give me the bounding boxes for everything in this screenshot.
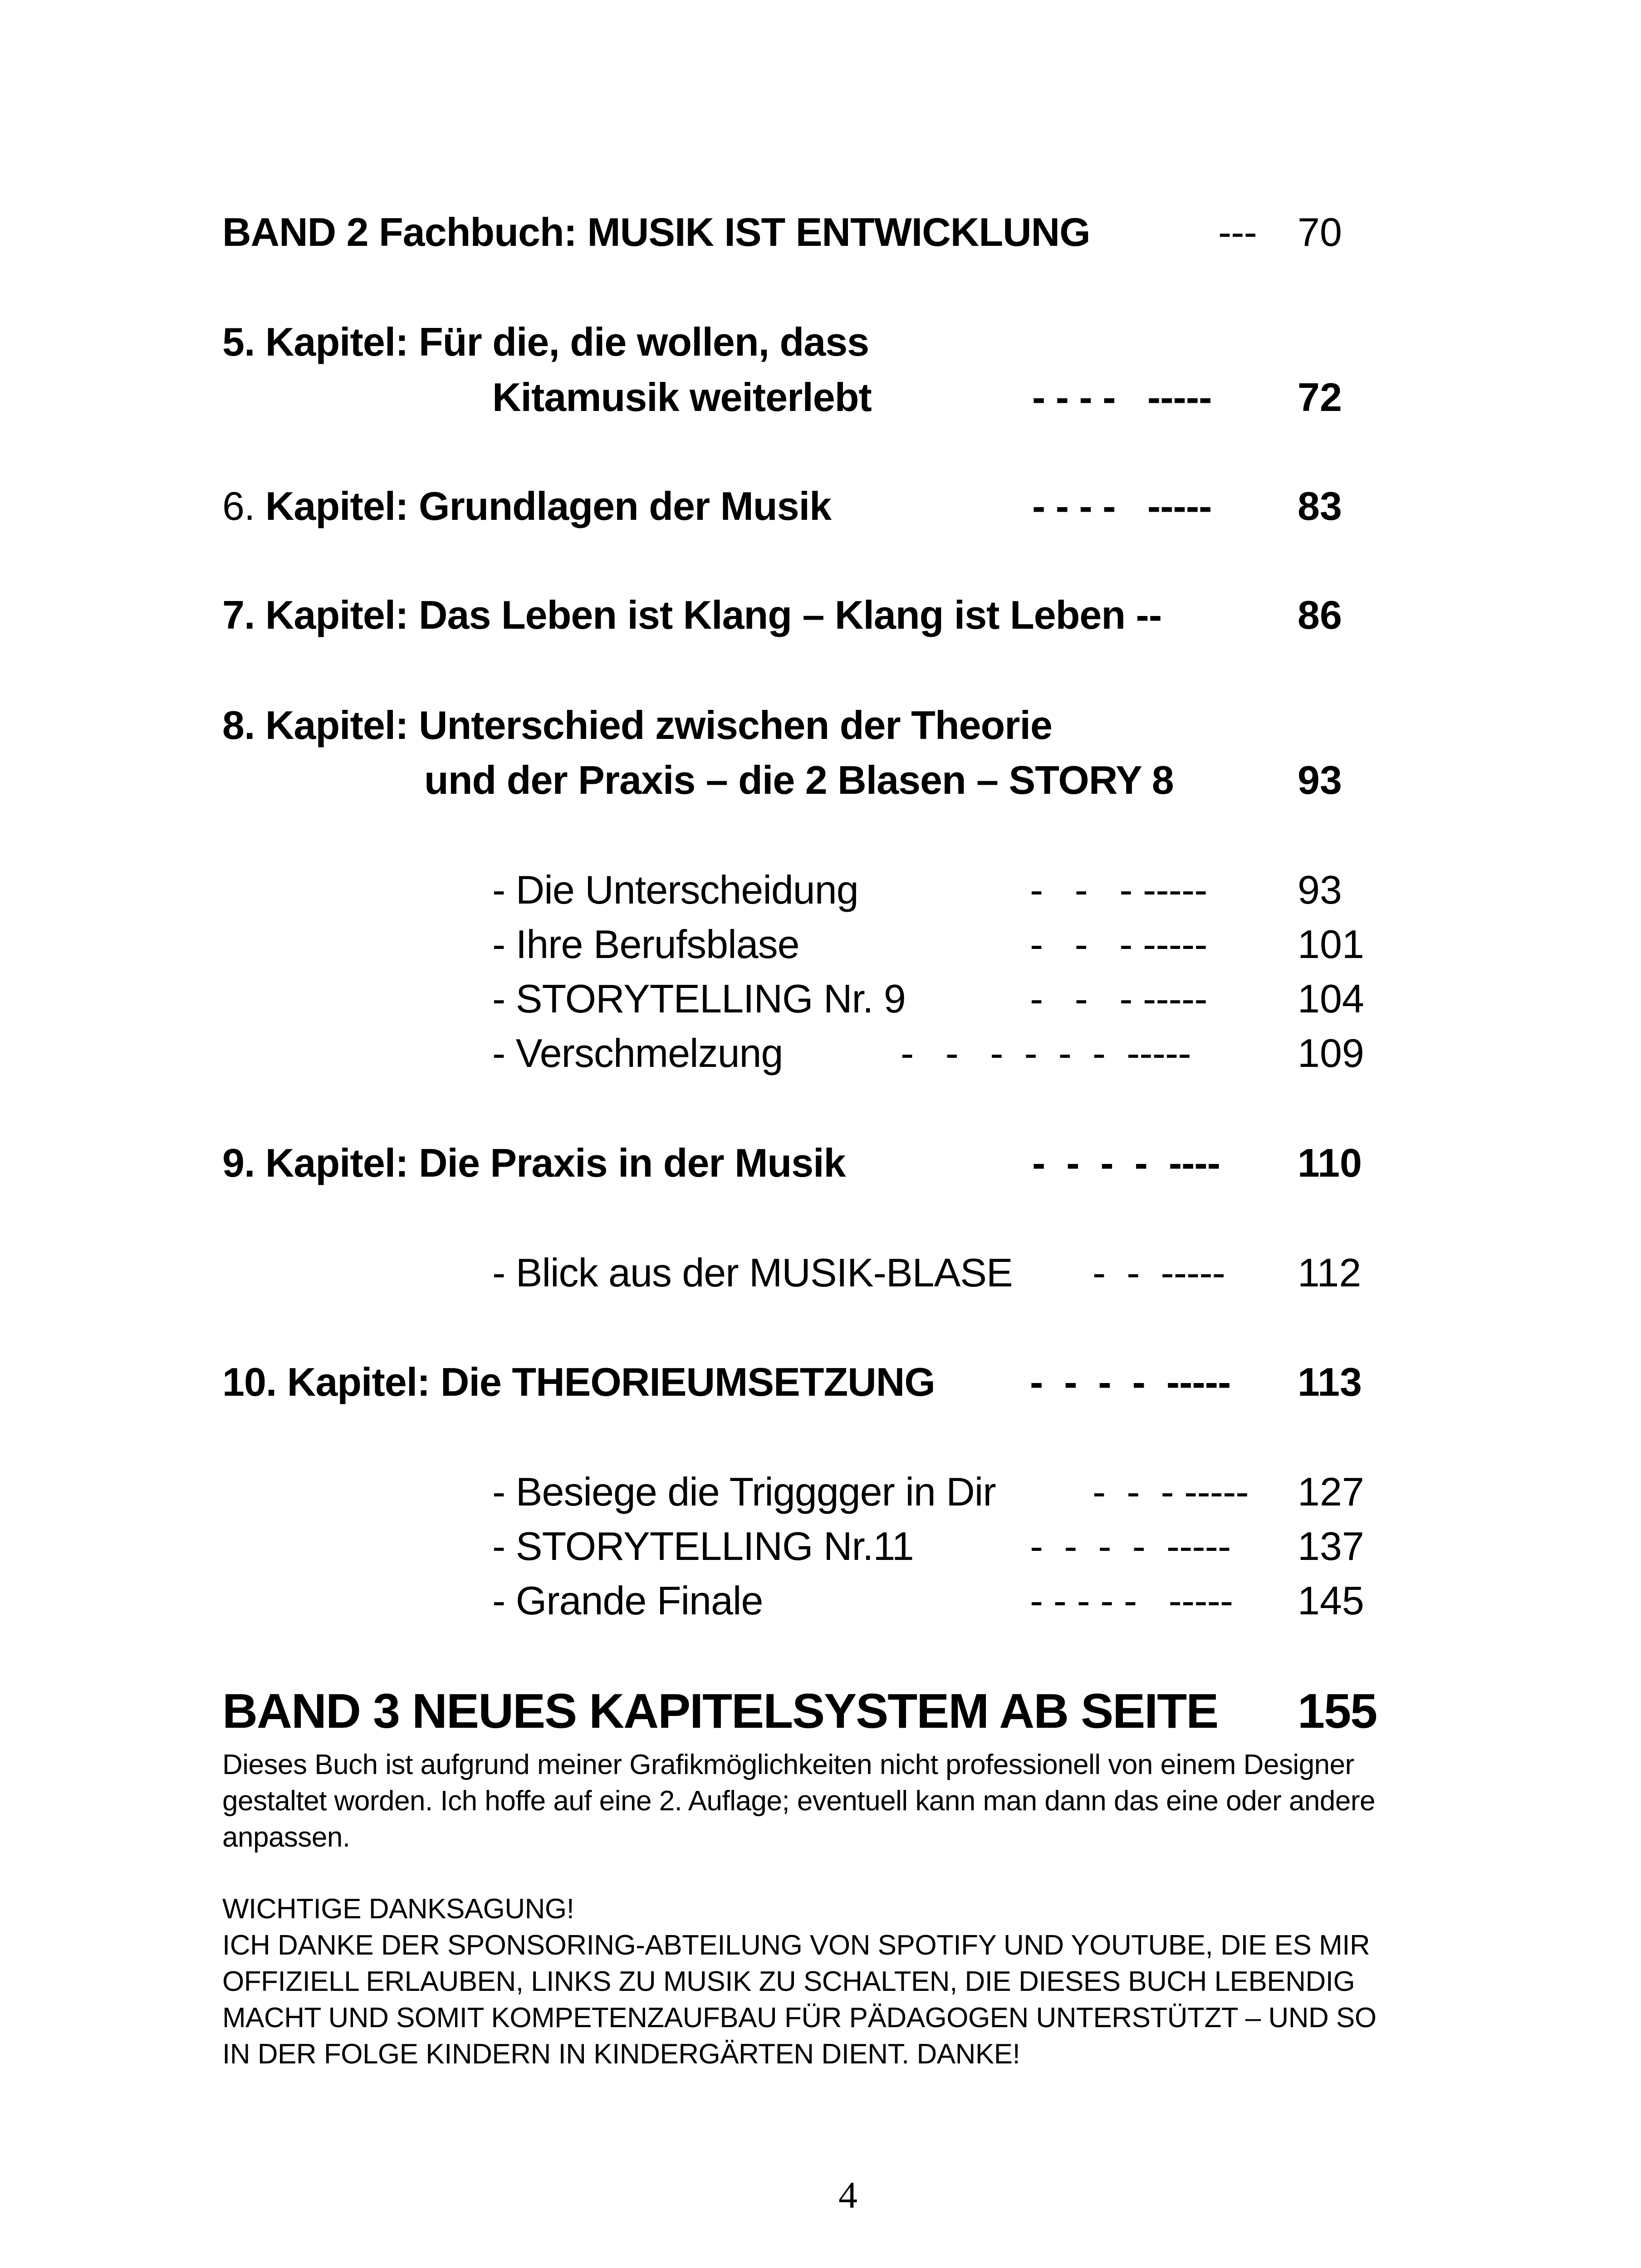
toc-subitem-leader: - - - ----- (1030, 922, 1207, 967)
ch5-title-line2: Kitamusik weiterlebt (492, 375, 872, 420)
toc-subitem-leader: - - ----- (1092, 1250, 1225, 1295)
thanks-line: OFFIZIELL ERLAUBEN, LINKS ZU MUSIK ZU SCHALTEN, DIE DIESES BUCH LEBENDIG (222, 1966, 1355, 1997)
ch5-page: 72 (1298, 375, 1342, 420)
toc-subitem-leader: - - - ----- (1030, 976, 1207, 1021)
thanks-heading: WICHTIGE DANKSAGUNG! (222, 1893, 574, 1925)
toc-subitem-label: - Die Unterscheidung (492, 867, 858, 912)
band3-page: 155 (1298, 1683, 1377, 1738)
band2-title: BAND 2 Fachbuch: MUSIK IST ENTWICKLUNG (222, 210, 1090, 254)
ch7-page: 86 (1298, 592, 1342, 637)
toc-subitem-page: 137 (1298, 1524, 1364, 1569)
ch9-leader: - - - - ---- (1032, 1140, 1220, 1185)
toc-subitem-page: 104 (1298, 976, 1364, 1021)
toc-subitem-label: - Blick aus der MUSIK-BLASE (492, 1250, 1013, 1295)
ch5-leader: - - - - ----- (1032, 375, 1212, 420)
toc-subitem-page: 145 (1298, 1578, 1364, 1623)
toc-subitem-label: - Ihre Berufsblase (492, 922, 799, 967)
toc-subitem-label: - Grande Finale (492, 1578, 763, 1623)
toc-subitem-page: 112 (1298, 1250, 1362, 1295)
ch10-page: 113 (1298, 1359, 1362, 1404)
ch10-title: 10. Kapitel: Die THEORIEUMSETZUNG (222, 1359, 935, 1404)
toc-subitem-label: - Besiege die Trigggger in Dir (492, 1469, 996, 1514)
thanks-line: MACHT UND SOMIT KOMPETENZAUFBAU FÜR PÄDAGOGEN UNTERSTÜTZT – UND SO (222, 2002, 1376, 2033)
toc-subitem-label: - Verschmelzung (492, 1031, 783, 1075)
toc-subitem-label: - STORYTELLING Nr. 9 (492, 976, 906, 1021)
band2-leader: --- (1218, 210, 1257, 254)
page-number: 4 (838, 2174, 857, 2216)
note-line: anpassen. (222, 1822, 350, 1853)
note-line: Dieses Buch ist aufgrund meiner Grafikmöglichkeiten nicht professionell von einem Designer (222, 1749, 1354, 1780)
ch8-title-line2: und der Praxis – die 2 Blasen – STORY 8 (424, 758, 1174, 802)
ch8-title-line1: 8. Kapitel: Unterschied zwischen der Theorie (222, 703, 1052, 748)
ch6-number: 6. (222, 484, 255, 528)
ch8-page: 93 (1298, 758, 1342, 802)
toc-subitem-page: 127 (1298, 1469, 1364, 1514)
toc-subitem-page: 109 (1298, 1031, 1364, 1075)
toc-subitem-leader: - - - ----- (1030, 867, 1207, 912)
band2-page: 70 (1298, 210, 1342, 254)
ch7-title: 7. Kapitel: Das Leben ist Klang – Klang ist Leben -- (222, 592, 1162, 637)
toc-subitem-page: 93 (1298, 867, 1342, 912)
toc-subitem-leader: - - - - ----- (1030, 1524, 1231, 1569)
ch6-leader: - - - - ----- (1032, 484, 1212, 528)
ch9-page: 110 (1298, 1140, 1362, 1185)
thanks-line: ICH DANKE DER SPONSORING-ABTEILUNG VON SPOTIFY UND YOUTUBE, DIE ES MIR (222, 1930, 1370, 1961)
ch10-leader: - - - - ----- (1030, 1359, 1231, 1404)
toc-subitem-leader: - - - ----- (1092, 1469, 1249, 1514)
note-line: gestaltet worden. Ich hoffe auf eine 2. Auflage; eventuell kann man dann das eine oder andere (222, 1785, 1376, 1817)
band3-title: BAND 3 NEUES KAPITELSYSTEM AB SEITE (222, 1683, 1218, 1738)
ch9-title: 9. Kapitel: Die Praxis in der Musik (222, 1140, 846, 1185)
toc-subitem-leader: - - - - - - ----- (901, 1031, 1191, 1075)
ch5-title-line1: 5. Kapitel: Für die, die wollen, dass (222, 319, 869, 364)
ch6-title-text: Kapitel: Grundlagen der Musik (265, 484, 832, 528)
toc-subitem-leader: - - - - - ----- (1030, 1578, 1233, 1623)
toc-subitem-page: 101 (1298, 922, 1364, 967)
ch6-page: 83 (1298, 484, 1342, 528)
toc-subitem-label: - STORYTELLING Nr.11 (492, 1524, 914, 1569)
ch6-title (222, 486, 831, 526)
thanks-line: IN DER FOLGE KINDERN IN KINDERGÄRTEN DIENT. DANKE! (222, 2038, 1020, 2070)
